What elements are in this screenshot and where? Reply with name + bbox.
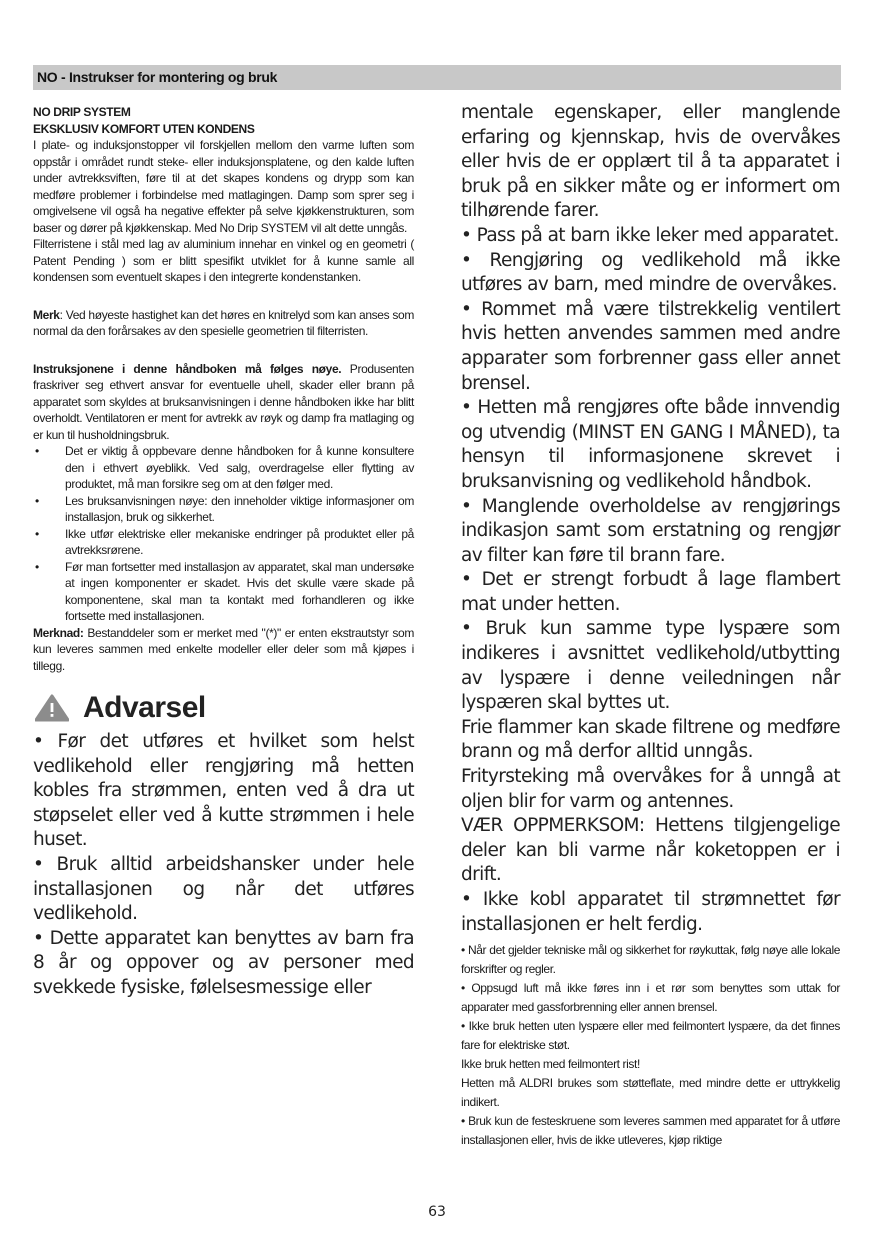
safety-paragraph-11: VÆR OPPMERKSOM: Hettens tilgjengelige deler kan bli varme når koketoppen er i drift. xyxy=(461,815,840,886)
merk-text: : Ved høyeste hastighet kan det høres en knitrelyd som kan anses som normal da den forårsakes av den spesielle geometrien til filterristen. xyxy=(33,307,414,338)
warning-paragraph-2: • Bruk alltid arbeidshansker under hele installasjonen og når det utføres vedlikehold. xyxy=(33,853,414,925)
warning-paragraph-3: • Dette apparatet kan benyttes av barn fra 8 år og oppover og av personer med svekkede fysiske, følelsesmessige eller xyxy=(33,927,414,998)
section-header-bar xyxy=(33,65,841,90)
page-number: 63 xyxy=(428,1204,446,1220)
safety-paragraph-5: • Hetten må rengjøres ofte både innvendig og utvendig (MINST EN GANG I MÅNED), ta hensyn til informasjonene skrevet i bruksanvisning og vedlikehold håndbok. xyxy=(461,397,840,492)
nodrip-title-line1: NO DRIP SYSTEM xyxy=(33,105,131,119)
spacer xyxy=(33,286,414,302)
small-paragraph-2: • Oppsugd luft må ikke føres inn i et rør som benyttes som uttak for apparater med gassforbrenning eller annen brensel. xyxy=(461,981,840,1015)
section-title: NO - Instrukser for montering og bruk xyxy=(37,69,278,85)
instructions-bullet-list xyxy=(33,443,414,625)
warning-paragraph-1: • Før det utføres et hvilket som helst vedlikehold eller rengjøring må hetten kobles fra strømmen, enten ved å dra ut støpselet eller ved å kutte strømmen i hele huset. xyxy=(33,731,414,851)
safety-paragraph-4: • Rommet må være tilstrekkelig ventilert hvis hetten anvendes sammen med andre apparater som forbrenner gass eller annet brensel. xyxy=(461,298,840,394)
nodrip-paragraph-1: I plate- og induksjonstopper vil forskjellen mellom den varme luften som oppstår i området rundt steke- eller induksjonsplatene, og den kalde luften under avtrekksviften, føre til at det skapes kondens og drypp som kan medføre problemer i forbindelse med matlagingen. Damp som sprer seg i omgivelsene vil også ha negative effekter på selve kjøkkenstrukturen, som baser og dører på kjøkkenskap. Med No Drip SYSTEM vil alt dette unngås. xyxy=(33,138,414,235)
list-item: • Før man fortsetter med installasjon av apparatet, skal man undersøke at ingen komponenter er skadet. Hvis det skulle være skade på komponentene, skal man ta kontakt med forhandleren og ikke fortsette med installasjonen. xyxy=(33,559,414,625)
merknad-note xyxy=(33,625,414,675)
safety-paragraph-3: • Rengjøring og vedlikehold må ikke utføres av barn, med mindre de overvåkes. xyxy=(461,249,840,296)
small-paragraph-3: • Ikke bruk hetten uten lyspære eller med feilmontert lyspære, da det finnes fare for elektriske støt. xyxy=(461,1019,840,1053)
right-column xyxy=(461,101,840,1150)
merk-note xyxy=(33,307,414,340)
safety-paragraph-8: • Bruk kun samme type lyspære som indikeres i avsnittet vedlikehold/utbytting av lyspære i denne veiledningen når lyspæren skal byttes ut. xyxy=(461,618,840,714)
safety-paragraph-9: Frie flammer kan skade filtrene og medføre brann og må derfor alltid unngås. xyxy=(461,716,840,763)
safety-paragraph-12: • Ikke kobl apparatet til strømnettet før installasjonen er helt ferdig. xyxy=(461,889,840,935)
safety-paragraph-1: mentale egenskaper, eller manglende erfaring og kjennskap, hvis de overvåkes eller hvis de er opplært til å ta apparatet i bruk på en sikker måte og er informert om tilhørende farer. xyxy=(461,102,840,222)
list-item: • Det er viktig å oppbevare denne håndboken for å kunne konsultere den i ethvert øyeblikk. Ved salg, overdragelse eller flytting av produktet, må man forsikre seg om at den følger med. xyxy=(33,443,414,493)
list-item: • Ikke utfør elektriske eller mekaniske endringer på produktet eller på avtrekksrørene. xyxy=(33,526,414,559)
small-paragraph-6: • Bruk kun de festeskruene som leveres sammen med apparatet for å utføre installasjonen eller, hvis de ikke utleveres, kjøp riktige xyxy=(461,1114,840,1148)
nodrip-paragraph-2: Filterristene i stål med lag av aluminium innehar en vinkel og en geometri ( Patent Pending ) som er blitt spesifikt utviklet for å kunne samle all kondensen som eventuelt skapes i den integrerte kondenstanken. xyxy=(33,237,414,284)
small-paragraph-4: Ikke bruk hetten med feilmontert rist! xyxy=(461,1057,640,1072)
small-paragraph-1: • Når det gjelder tekniske mål og sikkerhet for røykuttak, følg nøye alle lokale forskrifter og regler. xyxy=(461,943,840,977)
warning-triangle-icon xyxy=(35,694,69,722)
safety-paragraph-2: • Pass på at barn ikke leker med apparatet. xyxy=(461,224,839,246)
merknad-text: Bestanddeler som er merket med "(*)" er enten ekstrautstyr som kun leveres sammen med enkelte modeller eller deler som må kjøpes i tillegg. xyxy=(33,625,414,673)
nodrip-title xyxy=(33,104,414,137)
left-column xyxy=(33,104,414,1001)
safety-paragraph-10: Frityrsteking må overvåkes for å unngå at oljen blir for varm og antennes. xyxy=(461,766,840,812)
safety-paragraph-7: • Det er strengt forbudt å lage flambert mat under hetten. xyxy=(461,569,840,615)
merknad-label: Merknad: xyxy=(33,625,84,640)
small-paragraph-5: Hetten må ALDRI brukes som støtteflate, med mindre dette er uttrykkelig indikert. xyxy=(461,1076,840,1110)
list-item: • Les bruksanvisningen nøye: den inneholder viktige informasjoner om installasjon, bruk og sikkerhet. xyxy=(33,493,414,526)
instructions-bold: Instruksjonene i denne håndboken må følges nøye. xyxy=(33,361,342,376)
instructions-paragraph xyxy=(33,361,414,444)
spacer xyxy=(33,340,414,356)
merk-label: Merk xyxy=(33,307,60,322)
instructions-text: Produsenten fraskriver seg ethvert ansvar for eventuelle uhell, skader eller brann på apparatet som skyldes at bruksanvisningen i denne håndboken ikke har blitt overholdt. Ventilatoren er ment for avtrekk av røyk og damp fra matlaging og er kun til husholdningsbruk. xyxy=(33,361,414,442)
safety-paragraph-6: • Manglende overholdelse av rengjørings indikasjon samt som erstatning og rengjør av filter kan føre til brann fare. xyxy=(461,495,840,566)
warning-title: Advarsel xyxy=(83,691,206,724)
warning-heading xyxy=(33,688,414,728)
nodrip-title-line2: EKSKLUSIV KOMFORT UTEN KONDENS xyxy=(33,121,255,136)
